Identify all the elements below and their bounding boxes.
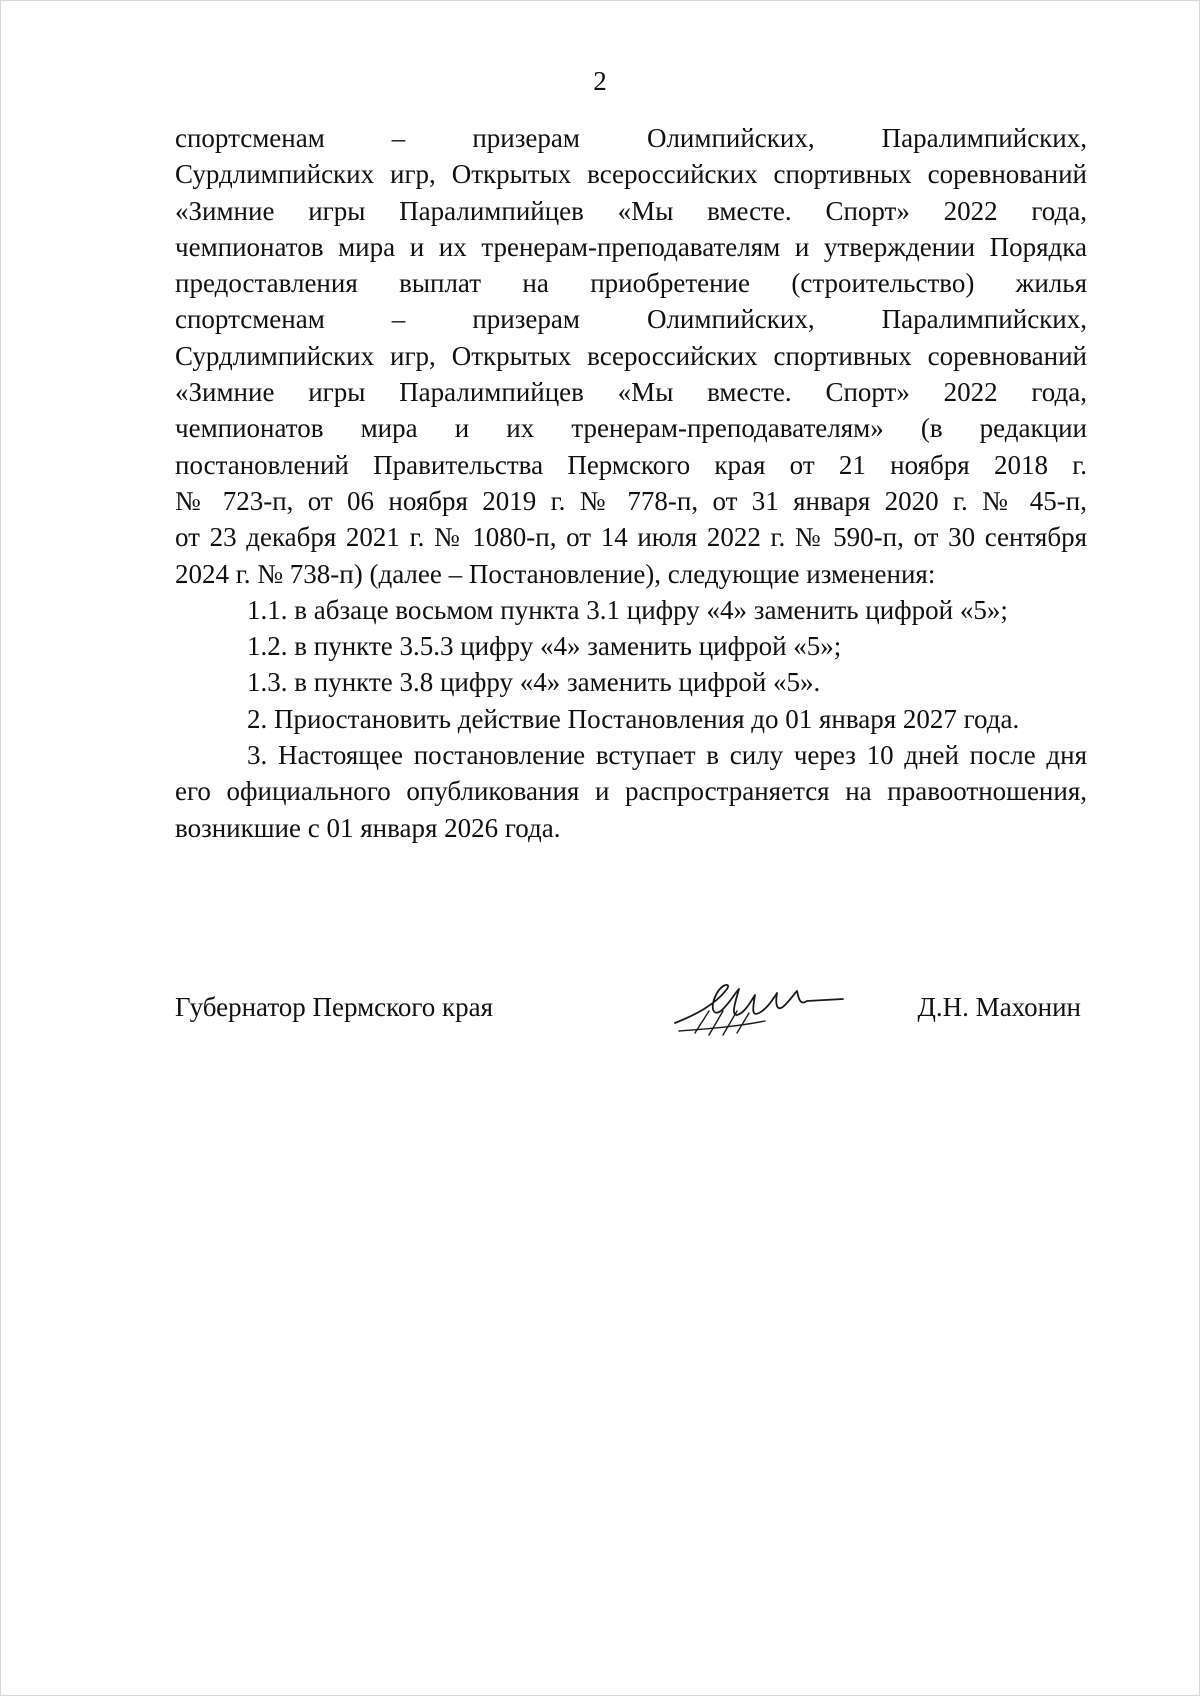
list-item: 1.3. в пункте 3.8 цифру «4» заменить цифрой «5». [247,667,821,698]
body-line: 2024 г. № 738-п) (далее – Постановление), следующие изменения: [175,558,936,589]
signer-title: Губернатор Пермского края [175,992,494,1022]
signer-name: Д.Н. Махонин [917,992,1081,1022]
body-line: Сурдлимпийских игр, Открытых всероссийских спортивных соревнований [175,159,1087,190]
page-number: 2 [593,66,607,96]
document-body [175,123,1087,849]
body-line: предоставления выплат на приобретение (строительство) жилья [175,268,1087,299]
final-paragraph-line: 3. Настоящее постановление вступает в силу через 10 дней после дня [247,740,1087,771]
body-line: чемпионатов мира и их тренерам-преподавателям» (в редакции [175,413,1087,444]
body-line: «Зимние игры Паралимпийцев «Мы вместе. Спорт» 2022 года, [175,195,1087,226]
body-line: «Зимние игры Паралимпийцев «Мы вместе. Спорт» 2022 года, [175,377,1087,408]
body-line: Сурдлимпийских игр, Открытых всероссийских спортивных соревнований [175,340,1087,371]
body-line: чемпионатов мира и их тренерам-преподавателям и утверждении Порядка [175,231,1087,262]
list-item: 1.2. в пункте 3.5.3 цифру «4» заменить цифрой «5»; [247,631,842,662]
final-paragraph-line: его официального опубликования и распространяется на правоотношения, [175,776,1087,807]
body-line: спортсменам – призерам Олимпийских, Паралимпийских, [175,304,1087,335]
body-line: от 23 декабря 2021 г. № 1080-п, от 14 июля 2022 г. № 590-п, от 30 сентября [175,522,1087,553]
body-line: спортсменам – призерам Олимпийских, Паралимпийских, [175,123,1087,153]
final-paragraph-line: возникшие с 01 января 2026 года. [175,812,561,843]
signature-block [175,983,1081,1043]
handwritten-signature [665,975,845,1045]
list-item: 1.1. в абзаце восьмом пункта 3.1 цифру «4» заменить цифрой «5»; [247,594,1008,625]
body-line: № 723-п, от 06 ноября 2019 г. № 778-п, от 31 января 2020 г. № 45-п, [175,485,1087,516]
list-item: 2. Приостановить действие Постановления до 01 января 2027 года. [247,703,1020,734]
body-line: постановлений Правительства Пермского края от 21 ноября 2018 г. [175,449,1087,480]
